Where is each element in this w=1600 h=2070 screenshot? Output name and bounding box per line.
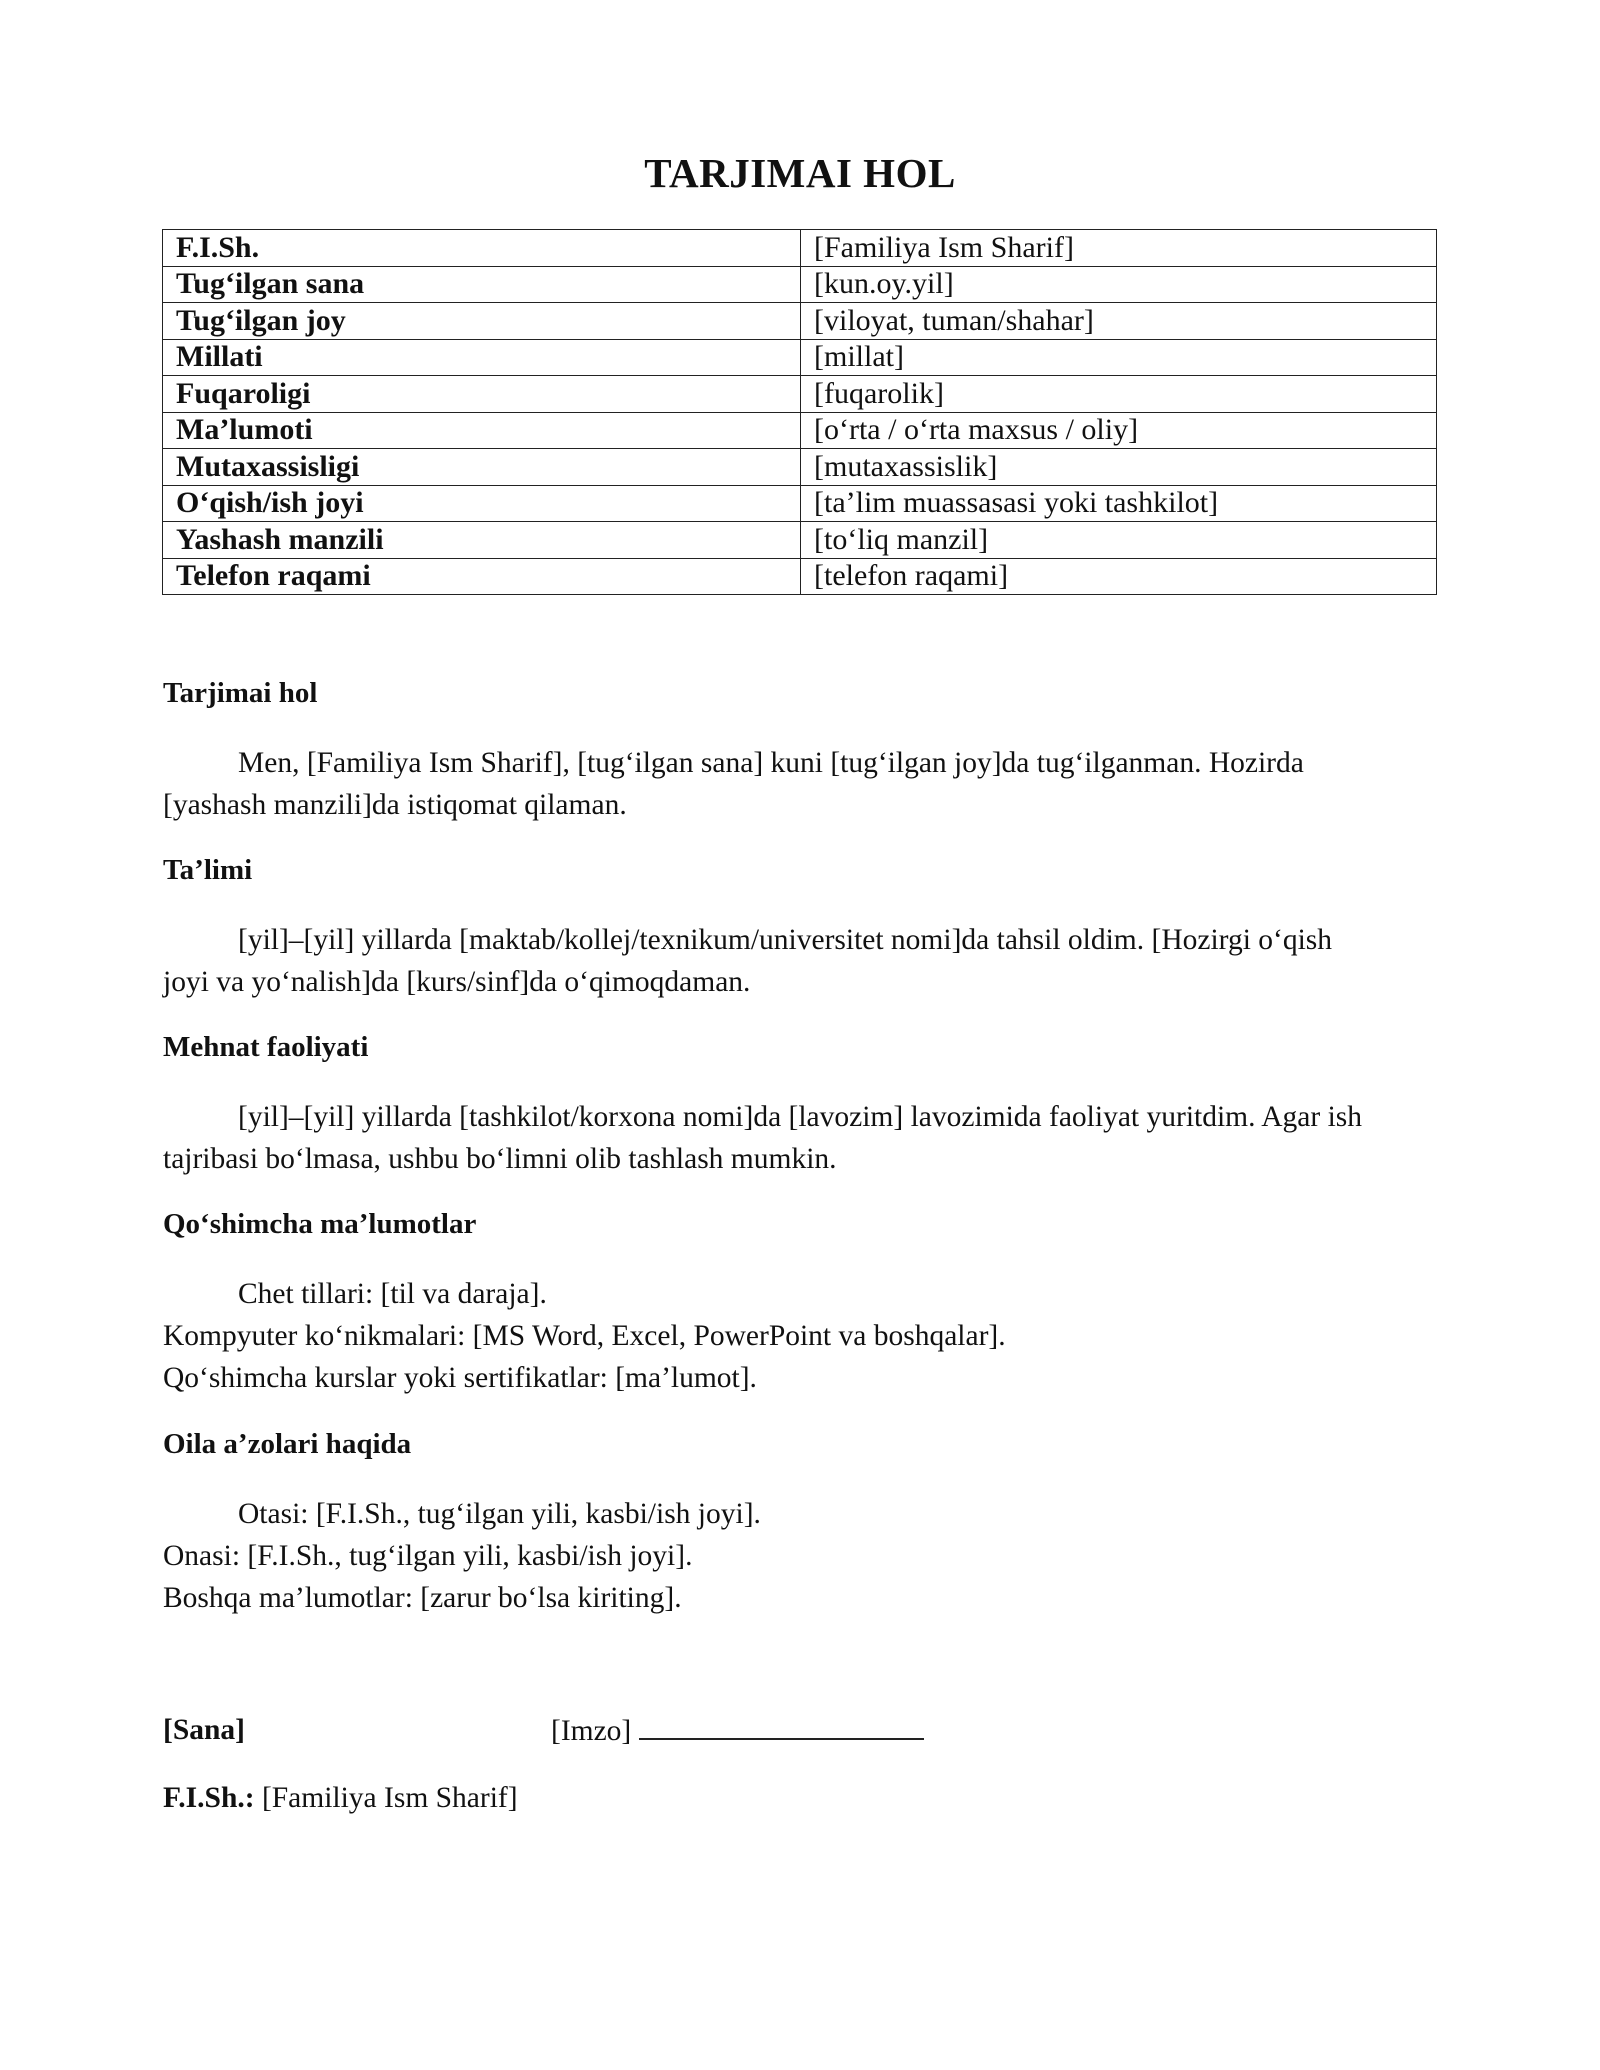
row-label: Fuqaroligi xyxy=(163,376,801,413)
date-placeholder: [Sana] xyxy=(163,1714,245,1746)
section-heading-work: Mehnat faoliyati xyxy=(163,1031,369,1063)
paragraph-line: [yil]–[yil] yillarda [maktab/kollej/texnikum/universitet nomi]da tahsil oldim. [Hozirgi o‘qish xyxy=(238,924,1333,956)
row-label: Yashash manzili xyxy=(163,522,801,559)
table-row xyxy=(163,230,1437,267)
row-value: [o‘rta / o‘rta maxsus / oliy] xyxy=(801,412,1437,449)
section-body-family xyxy=(163,1493,1443,1619)
paragraph-line: Boshqa ma’lumotlar: [zarur bo‘lsa kiriting]. xyxy=(163,1582,682,1614)
row-value: [mutaxassislik] xyxy=(801,449,1437,486)
row-value: [telefon raqami] xyxy=(801,558,1437,595)
table-row xyxy=(163,303,1437,340)
paragraph-line: tajribasi bo‘lmasa, ushbu bo‘limni olib tashlash mumkin. xyxy=(163,1143,837,1175)
name-line xyxy=(163,1780,518,1816)
section-heading-family: Oila a’zolari haqida xyxy=(163,1428,412,1460)
row-value: [to‘liq manzil] xyxy=(801,522,1437,559)
section-body-biography xyxy=(163,742,1443,826)
row-value: [kun.oy.yil] xyxy=(801,266,1437,303)
table-row xyxy=(163,485,1437,522)
name-value: [Familiya Ism Sharif] xyxy=(261,1782,518,1814)
personal-info-table xyxy=(162,229,1437,595)
table-row xyxy=(163,339,1437,376)
row-value: [fuqarolik] xyxy=(801,376,1437,413)
row-label: Mutaxassisligi xyxy=(163,449,801,486)
row-label: Telefon raqami xyxy=(163,558,801,595)
section-body-education xyxy=(163,919,1443,1003)
section-heading-additional: Qo‘shimcha ma’lumotlar xyxy=(163,1208,477,1240)
paragraph-line: [yashash manzili]da istiqomat qilaman. xyxy=(163,789,627,821)
paragraph-line: Otasi: [F.I.Sh., tug‘ilgan yili, kasbi/ish joyi]. xyxy=(238,1498,761,1530)
signature-line xyxy=(639,1712,924,1740)
section-body-work xyxy=(163,1096,1443,1180)
paragraph-line: [yil]–[yil] yillarda [tashkilot/korxona nomi]da [lavozim] lavozimida faoliyat yuritdim. Agar ish xyxy=(238,1101,1362,1133)
row-label: Tug‘ilgan sana xyxy=(163,266,801,303)
paragraph-line: Onasi: [F.I.Sh., tug‘ilgan yili, kasbi/ish joyi]. xyxy=(163,1540,693,1572)
paragraph-line: Qo‘shimcha kurslar yoki sertifikatlar: [ma’lumot]. xyxy=(163,1362,757,1394)
section-heading-biography: Tarjimai hol xyxy=(163,677,318,709)
row-value: [millat] xyxy=(801,339,1437,376)
document-title: TARJIMAI HOL xyxy=(644,150,956,196)
name-label: F.I.Sh.: xyxy=(163,1782,255,1814)
paragraph-line: Kompyuter ko‘nikmalari: [MS Word, Excel, PowerPoint va boshqalar]. xyxy=(163,1320,1006,1352)
section-heading-education: Ta’limi xyxy=(163,854,253,886)
signature-label: [Imzo] xyxy=(551,1715,632,1747)
row-label: Ma’lumoti xyxy=(163,412,801,449)
row-label: O‘qish/ish joyi xyxy=(163,485,801,522)
row-value: [Familiya Ism Sharif] xyxy=(801,230,1437,267)
row-value: [viloyat, tuman/shahar] xyxy=(801,303,1437,340)
paragraph-line: joyi va yo‘nalish]da [kurs/sinf]da o‘qimoqdaman. xyxy=(163,966,751,998)
table-row xyxy=(163,266,1437,303)
personal-info-table-body xyxy=(163,230,1437,595)
row-value: [ta’lim muassasasi yoki tashkilot] xyxy=(801,485,1437,522)
row-label: Tug‘ilgan joy xyxy=(163,303,801,340)
table-row xyxy=(163,376,1437,413)
section-body-additional xyxy=(163,1273,1443,1399)
row-label: Millati xyxy=(163,339,801,376)
table-row xyxy=(163,558,1437,595)
paragraph-line: Men, [Familiya Ism Sharif], [tug‘ilgan sana] kuni [tug‘ilgan joy]da tug‘ilganman. Hozirda xyxy=(238,747,1304,779)
signature-field xyxy=(551,1712,924,1749)
table-row xyxy=(163,522,1437,559)
table-row xyxy=(163,449,1437,486)
table-row xyxy=(163,412,1437,449)
row-label: F.I.Sh. xyxy=(163,230,801,267)
paragraph-line: Chet tillari: [til va daraja]. xyxy=(238,1278,547,1310)
